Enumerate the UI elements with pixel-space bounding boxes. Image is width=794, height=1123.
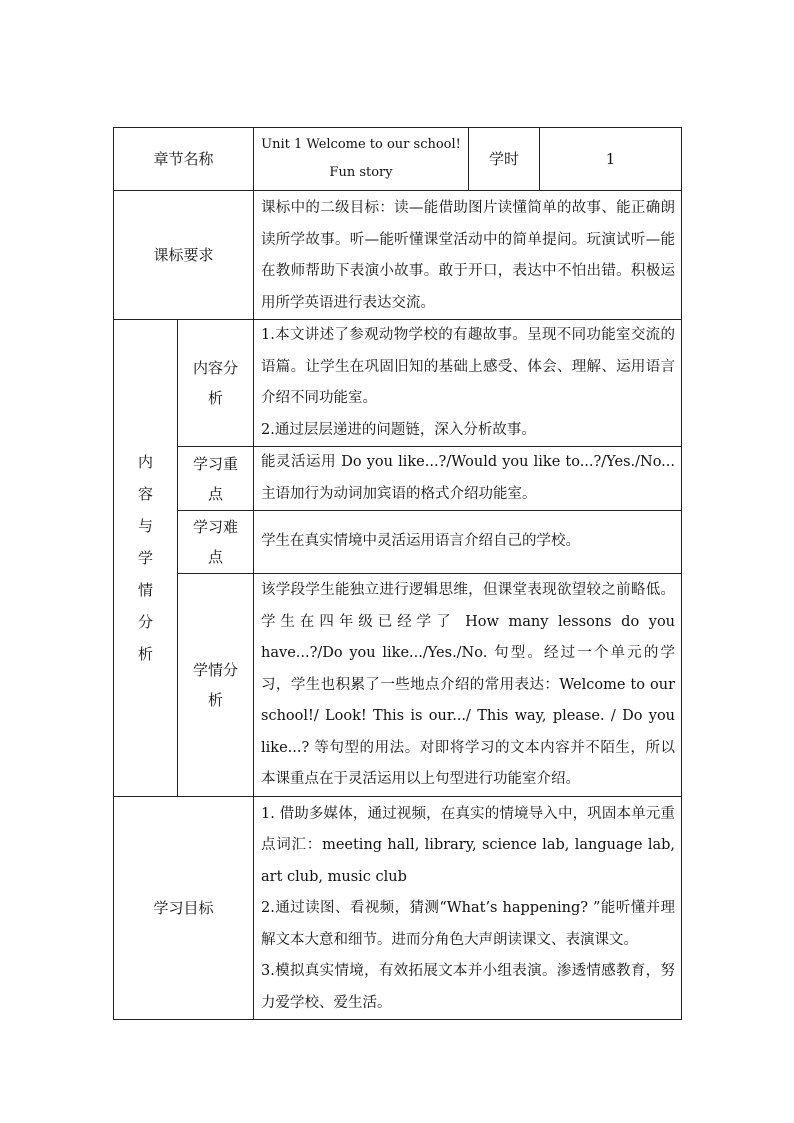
hours-label: 学时	[469, 128, 540, 191]
difficulties-label-line2: 点	[208, 548, 224, 566]
chapter-title-line2: Fun story	[329, 165, 393, 180]
analysis-group-char: 与	[137, 516, 153, 535]
analysis-group-char: 情	[137, 580, 153, 599]
analysis-group-char: 学	[137, 548, 153, 567]
learners-label-line1: 学情分	[193, 660, 239, 679]
content-analysis-p2: 2.通过层层递进的问题链，深入分析故事。	[261, 421, 536, 438]
objectives-row	[114, 796, 682, 1020]
learners-text	[254, 574, 682, 797]
analysis-group-char: 容	[137, 484, 153, 503]
key-points-label	[178, 447, 254, 511]
chapter-title-cell	[254, 128, 469, 191]
chapter-label: 章节名称	[114, 128, 254, 191]
learners-row	[114, 574, 682, 797]
key-points-paragraph: 能灵活运用 Do you like...?/Would you like to...?/Yes./No... 主语加行为动词加宾语的格式介绍功能室。	[261, 454, 676, 502]
learners-label-line2: 析	[208, 690, 224, 709]
key-points-row	[114, 447, 682, 511]
objectives-p3: 3.模拟真实情境，有效拓展文本并小组表演。渗透情感教育，努力爱学校、爱生活。	[261, 963, 676, 1011]
key-points-text	[254, 447, 682, 511]
lesson-plan-table	[113, 127, 682, 1020]
key-points-label-line1: 学习重	[193, 454, 239, 473]
learners-label	[178, 574, 254, 797]
objectives-text	[254, 796, 682, 1020]
analysis-group-char: 分	[137, 612, 153, 631]
difficulties-label	[178, 511, 254, 574]
difficulties-paragraph: 学生在真实情境中灵活运用语言介绍自己的学校。	[261, 533, 581, 550]
header-row	[114, 128, 682, 191]
content-analysis-label	[178, 320, 254, 447]
curriculum-text	[254, 191, 682, 320]
key-points-label-line2: 点	[208, 484, 224, 503]
objectives-p2: 2.通过读图、看视频，猜测“What’s happening? ”能听懂并理解文本大意和细节。进而分角色大声朗读课文、表演课文。	[261, 900, 676, 948]
hours-value: 1	[540, 128, 682, 191]
learners-paragraph: 该学段学生能独立进行逻辑思维，但课堂表现欲望较之前略低。学生在四年级已经学了 How many lessons do you have...?/Do you like.../Yes./No. 句型。经过一个单元的学习，学生也积累了一些地点介绍的常用表达：Welcome to our school!/ Look! This is our.../ This way, please. / Do you like...? 等句型的用法。对即将学习的文本内容并不陌生，所以本课重点在于灵活运用以上句型进行功能室介绍。	[261, 582, 676, 787]
curriculum-paragraph: 课标中的二级目标：读—能借助图片读懂简单的故事、能正确朗读所学故事。听—能听懂课堂活动中的简单提问。玩演试听—能在教师帮助下表演小故事。敢于开口，表达中不怕出错。积极运用所学英语进行表达交流。	[261, 200, 676, 311]
curriculum-label: 课标要求	[114, 191, 254, 320]
objectives-p1: 1. 借助多媒体，通过视频，在真实的情境导入中，巩固本单元重点词汇：meeting hall, library, science lab, language lab, art club, music club	[261, 805, 676, 885]
content-analysis-label-line2: 析	[208, 389, 224, 407]
content-analysis-text	[254, 320, 682, 447]
analysis-group-label	[114, 320, 178, 797]
content-analysis-label-line1: 内容分	[193, 359, 239, 377]
content-analysis-row	[114, 320, 682, 447]
objectives-label: 学习目标	[114, 796, 254, 1020]
chapter-title-line1: Unit 1 Welcome to our school!	[261, 137, 461, 152]
analysis-group-char: 析	[137, 644, 153, 663]
content-analysis-p1: 1.本文讲述了参观动物学校的有趣故事。呈现不同功能室交流的语篇。让学生在巩固旧知的基础上感受、体会、理解、运用语言介绍不同功能室。	[261, 327, 676, 406]
difficulties-label-line1: 学习难	[193, 518, 239, 536]
difficulties-text	[254, 511, 682, 574]
analysis-group-char: 内	[137, 452, 153, 471]
difficulties-row	[114, 511, 682, 574]
curriculum-row	[114, 191, 682, 320]
